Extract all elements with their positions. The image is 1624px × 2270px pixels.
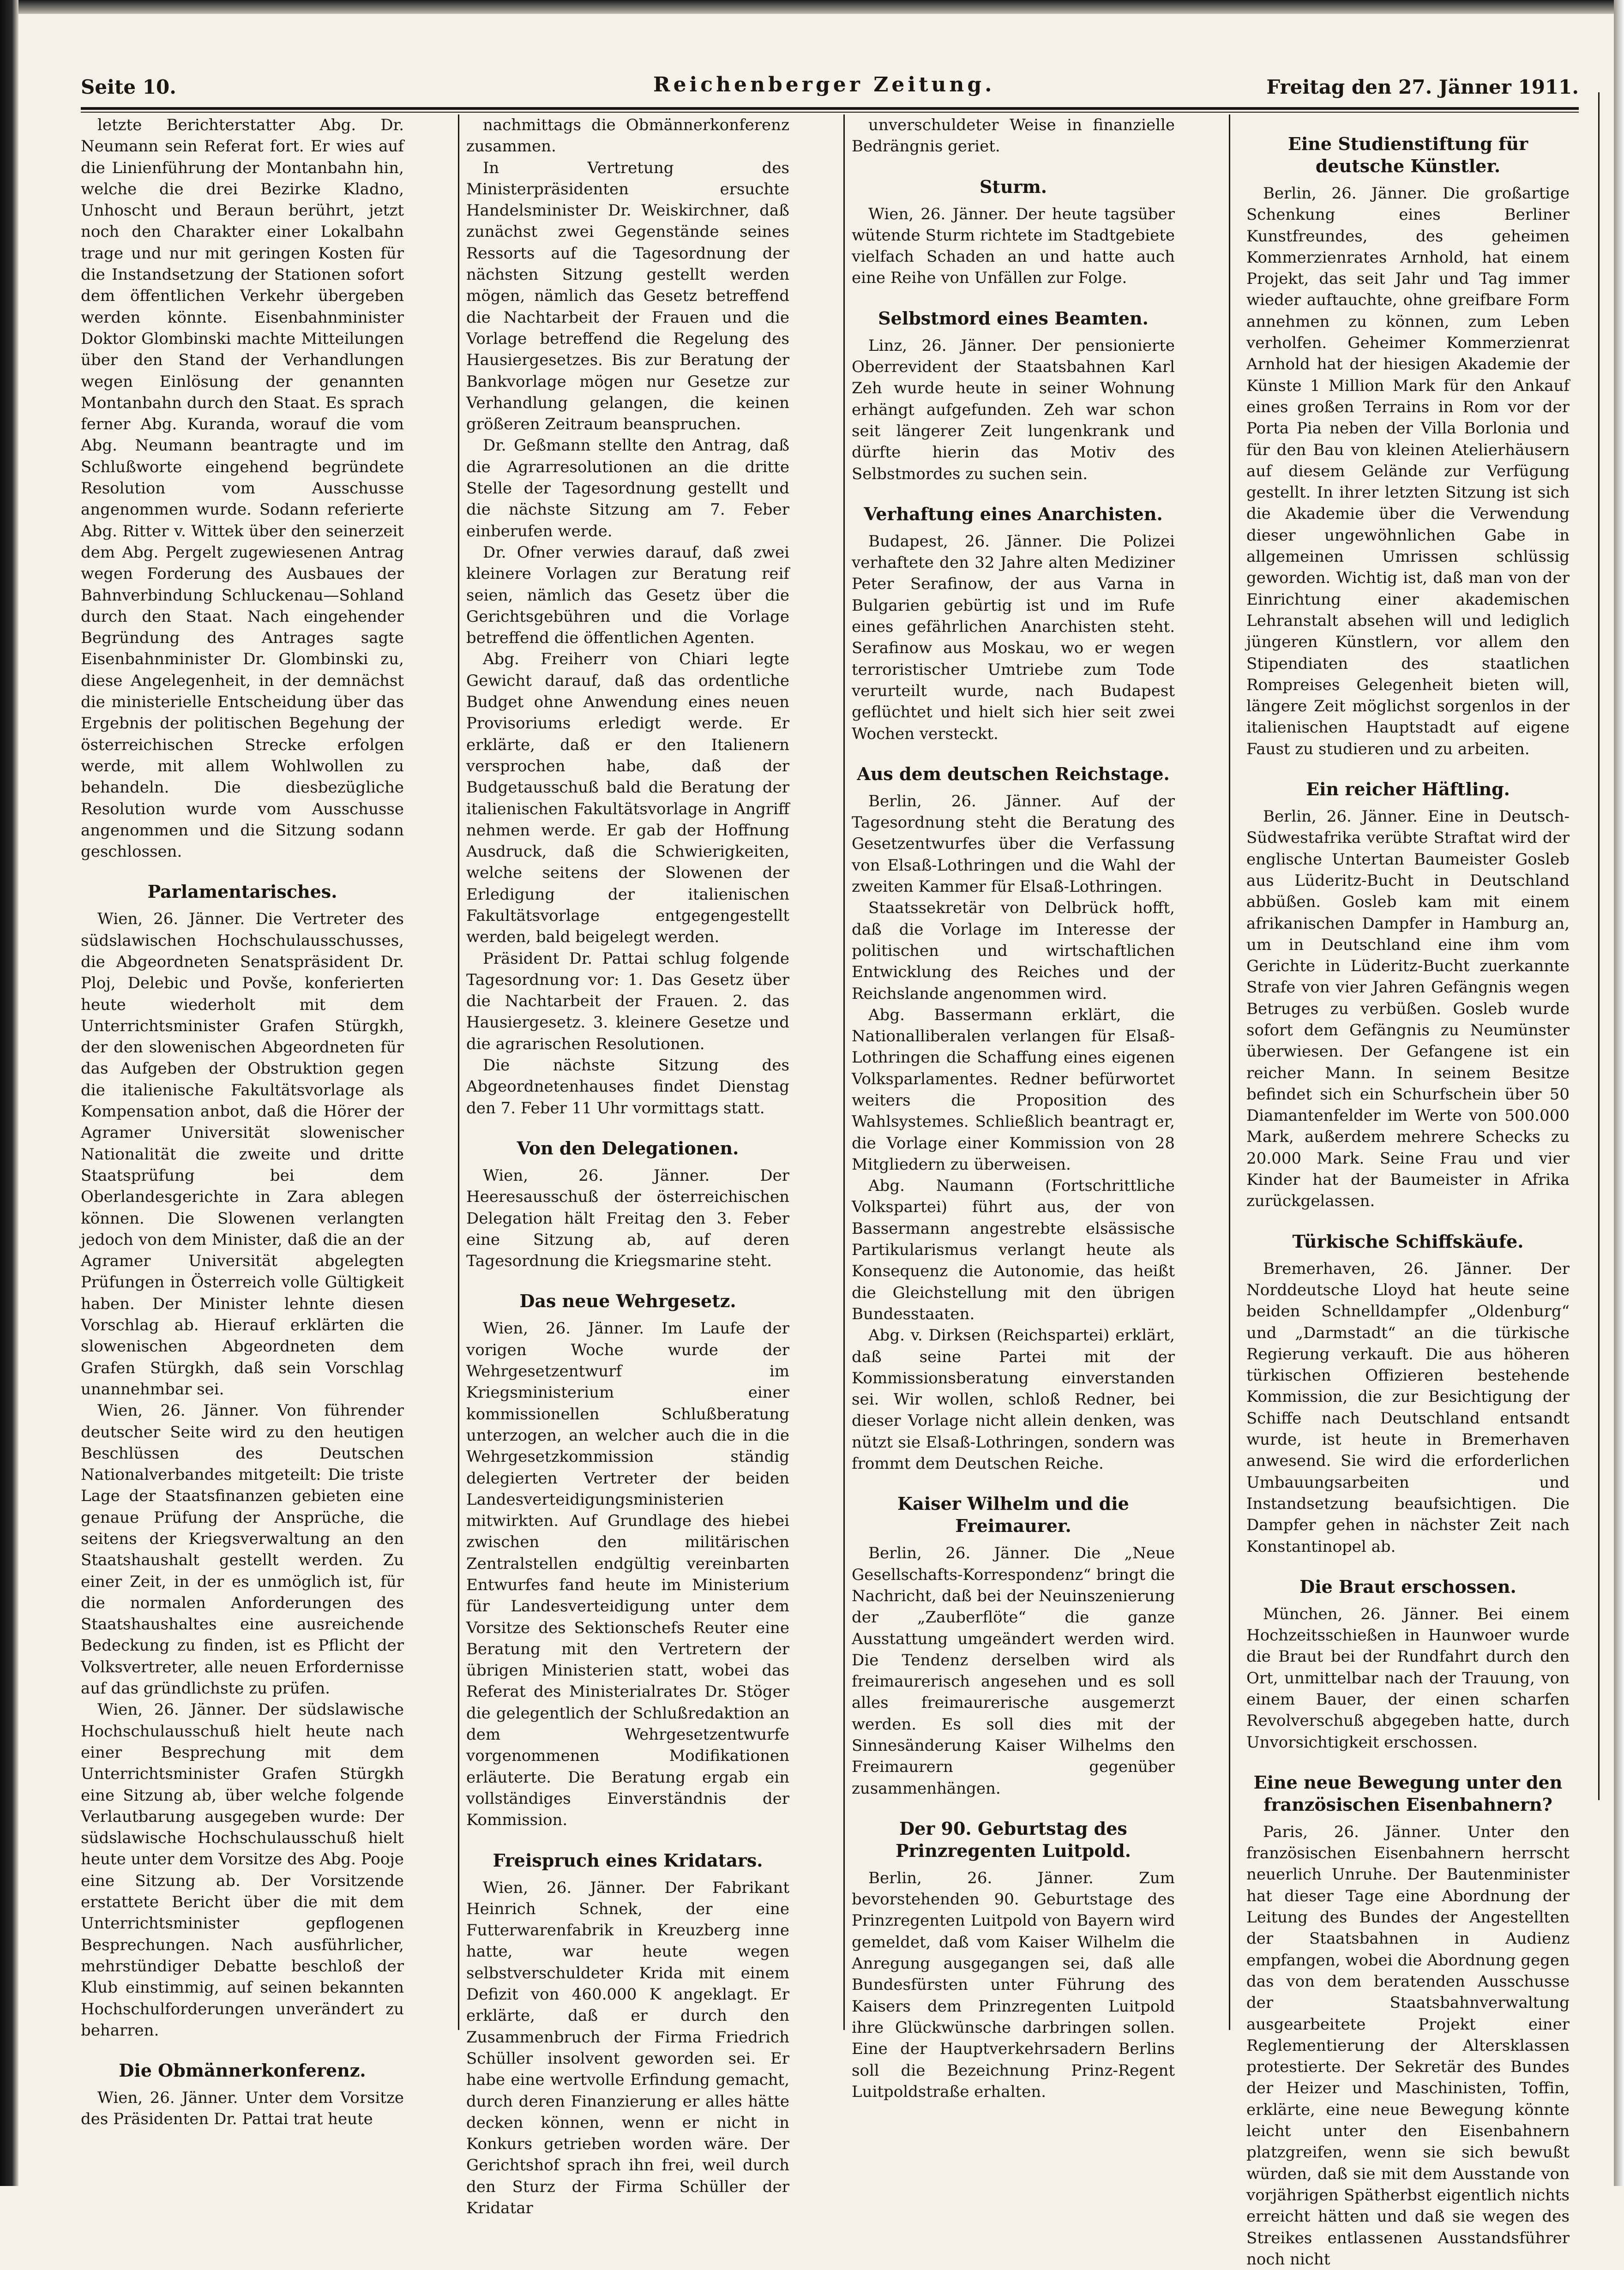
article-headline: Eine Studienstiftung für deutsche Künstler. bbox=[1287, 133, 1528, 176]
article-paragraph: Wien, 26. Jänner. Von führender deutscher Seite wird zu den heutigen Beschlüssen des Deutschen Nationalverbandes mitgeteilt: Die triste Lage der Staatsfinanzen gebieten eine genaue Prüfung der Ansprüche, die seitens der Kriegsverwaltung an den Staatshaushalt gestellt werden. Zu einer Zeit, in der es unmöglich ist, für die normalen Anforderungen des Staatshaushaltes eine ausreichende Bedeckung zu finden, ist es Pflicht der Volksvertreter, alle neuen Erfordernisse auf das gründlichste zu prüfen. bbox=[81, 1401, 404, 1698]
article-paragraph: Abg. v. Dirksen (Reichspartei) erklärt, daß seine Partei mit der Kommissionsberatung einverstanden sei. Wir wollen, schloß Redner, bei dieser Vorlage nicht allein denken, was nützt sie Elsaß-Lothringen, sondern was frommt dem Deutschen Reiche. bbox=[852, 1326, 1175, 1473]
article-headline: Freispruch eines Kridatars. bbox=[493, 1850, 763, 1871]
article-paragraph: Berlin, 26. Jänner. Auf der Tagesordnung steht die Beratung des Gesetzentwurfes über die Verfassung von Elsaß-Lothringen und die Wahl der zweiten Kammer für Elsaß-Lothringen. bbox=[852, 792, 1175, 896]
article-paragraph: Bremerhaven, 26. Jänner. Der Norddeutsche Lloyd hat heute seine beiden Schnelldampfer „Oldenburg“ und „Darmstadt“ an die türkische Regierung verkauft. Die aus höheren türkischen Offizieren bestehende Kommission, die zur Besichtigung der Schiffe nach Deutschland entsandt wurde, ist heute in Bremerhaven anwesend. Sie wird die erforderlichen Umbauungsarbeiten und Instandsetzung beaufsichtigen. Die Dampfer gehen in nächster Zeit nach Konstantinopel ab. bbox=[1246, 1259, 1570, 1556]
column-divider bbox=[843, 114, 845, 2030]
article-headline: Eine neue Bewegung unter den französischen Eisenbahnern? bbox=[1253, 1772, 1563, 1815]
article-paragraph: Wien, 26. Jänner. Der Fabrikant Heinrich Schnek, der eine Futterwarenfabrik in Kreuzberg inne hatte, war heute wegen selbstverschuldeter Krida mit einem Defizit von 460.000 K angeklagt. Er erklärte, daß er durch den Zusammenbruch der Firma Friedrich Schüller insolvent geworden sei. Er habe eine wertvolle Erfindung gemacht, durch deren Finanzierung er alles hätte decken können, wenn er nicht in Konkurs getrieben worden wäre. Der Gerichtshof sprach ihn frei, weil durch den Sturz der Firma Schüller der Kridatar bbox=[466, 1878, 789, 2218]
column-1 bbox=[81, 114, 404, 2129]
column-4 bbox=[1246, 114, 1570, 2269]
article-paragraph: nachmittags die Obmännerkonferenz zusammen. bbox=[466, 116, 789, 156]
article-paragraph: letzte Berichterstatter Abg. Dr. Neumann sein Referat fort. Er wies auf die Linienführung der Montanbahn hin, welche die drei Bezirke Kladno, Unhoscht und Beraun berührt, jetzt noch den Charakter einer Lokalbahn trage und nur mit geringen Kosten für die Instandsetzung der Stationen sofort dem öffentlichen Verkehr übergeben werden könnte. Eisenbahnminister Doktor Glombinski machte Mitteilungen über den Stand der Verhandlungen wegen Einlösung der genannten Montanbahn durch den Staat. Es sprach ferner Abg. Kuranda, worauf die vom Abg. Neumann beantragte und im Schlußworte eingehend begründete Resolution vom Ausschusse angenommen wurde. Sodann referierte Abg. Ritter v. Wittek über den seinerzeit dem Abg. Pergelt zugewiesenen Antrag wegen Forderung des Ausbaues der Bahnverbindung Schluckenau—Sohland durch den Staat. Nach eingehender Begründung des Antrages sagte Eisenbahnminister Dr. Glombinski zu, diese Angelegenheit, in der demnächst die ministerielle Entscheidung über das Ergebnis der politischen Begehung der österreichischen Strecke erfolgen werde, mit allem Wohlwollen zu behandeln. Die diesbezügliche Resolution wurde vom Ausschusse angenommen und die Sitzung sodann geschlossen. bbox=[81, 116, 404, 861]
article-paragraph: Wien, 26. Jänner. Die Vertreter des südslawischen Hochschulausschusses, die Abgeordneten Senatspräsident Dr. Ploj, Delebic und Povše, konferierten heute wiederholt mit dem Unterrichtsminister Grafen Stürgkh, der den slowenischen Abgeordneten für das Aufgeben der Obstruktion gegen die italienische Fakultätsvorlage als Kompensation anbot, daß die Hörer der Agramer Universität slowenischer Nationalität die zweite und dritte Staatsprüfung bei dem Oberlandesgerichte in Zara ablegen können. Die Slowenen verlangten jedoch von dem Minister, daß die an der Agramer Universität abgelegten Prüfungen in Österreich volle Gültigkeit haben. Der Minister lehnte diesen Vorschlag ab. Hierauf erklärten die slowenischen Abgeordneten dem Grafen Stürgkh, daß sein Vorschlag unannehmbar sei. bbox=[81, 910, 404, 1399]
article-headline: Von den Delegationen. bbox=[517, 1137, 739, 1159]
column-divider bbox=[1229, 114, 1230, 2030]
article-paragraph: Abg. Naumann (Fortschrittliche Volkspartei) führt aus, der von Bassermann angestrebte elsässische Partikularismus verlangt heute als Konsequenz die Autonomie, das heißt die Gleichstellung mit den übrigen Bundesstaaten. bbox=[852, 1177, 1175, 1323]
scan-border-left bbox=[0, 0, 18, 2186]
article-paragraph: unverschuldeter Weise in finanzielle Bedrängnis geriet. bbox=[852, 116, 1175, 156]
adjacent-page-edge bbox=[1598, 92, 1615, 1800]
article-headline: Sturm. bbox=[979, 176, 1047, 197]
article-headline: Kaiser Wilhelm und die Freimaurer. bbox=[897, 1493, 1129, 1537]
article-headline: Türkische Schiffskäufe. bbox=[1292, 1231, 1524, 1252]
issue-date: Freitag den 27. Jänner 1911. bbox=[1266, 76, 1579, 98]
column-3 bbox=[852, 114, 1175, 2101]
article-headline: Der 90. Geburtstag des Prinzregenten Luitpold. bbox=[896, 1818, 1131, 1861]
article-headline: Verhaftung eines Anarchisten. bbox=[864, 503, 1163, 524]
scan-border-right bbox=[1614, 0, 1624, 2186]
scan-border-top bbox=[0, 0, 1624, 14]
masthead-rule bbox=[81, 107, 1579, 110]
article-paragraph: Berlin, 26. Jänner. Zum bevorstehenden 90. Geburtstage des Prinzregenten Luitpold von Bayern wird gemeldet, daß vom Kaiser Wilhelm die Anregung ausgegangen sei, daß alle Bundesfürsten unter Führung des Kaisers dem Prinzregenten Luitpold ihre Glückwünsche darbringen sollen. Eine der Hauptverkehrsadern Berlins soll die Bezeichnung Prinz-Regent Luitpoldstraße erhalten. bbox=[852, 1868, 1175, 2101]
article-headline: Aus dem deutschen Reichstage. bbox=[857, 763, 1170, 784]
column-divider bbox=[458, 114, 459, 2030]
article-paragraph: Linz, 26. Jänner. Der pensionierte Oberrevident der Staatsbahnen Karl Zeh wurde heute in seiner Wohnung erhängt aufgefunden. Zeh war schon seit längerer Zeit lungenkrank und dürfte hierin das Motiv des Selbstmordes zu suchen sein. bbox=[852, 336, 1175, 483]
page-number: Seite 10. bbox=[81, 76, 176, 98]
article-paragraph: In Vertretung des Ministerpräsidenten ersuchte Handelsminister Dr. Weiskirchner, daß zunächst zwei Gegenstände seines Ressorts auf die Tagesordnung der nächsten Sitzung gestellt werden mögen, nämlich das Gesetz betreffend die Nachtarbeit der Frauen und die Vorlage betreffend die Regelung des Hausiergesetzes. Bis zur Beratung der Bankvorlage mögen nur Gesetze zur Verhandlung gelangen, die keinen größeren Zeitraum beanspruchen. bbox=[466, 158, 789, 434]
article-paragraph: Staatssekretär von Delbrück hofft, daß die Vorlage im Interesse der politischen und wirtschaftlichen Entwicklung des Reiches und der Reichslande angenommen wird. bbox=[852, 899, 1175, 1003]
article-paragraph: Dr. Ofner verwies darauf, daß zwei kleinere Vorlagen zur Beratung reif seien, nämlich das Gesetz über die Gerichtsgebühren und die Vorlage betreffend die öffentlichen Agenten. bbox=[466, 543, 789, 648]
article-headline: Parlamentarisches. bbox=[147, 881, 337, 902]
article-headline: Selbstmord eines Beamten. bbox=[878, 307, 1149, 329]
article-paragraph: Berlin, 26. Jänner. Die „Neue Gesellschafts-Korrespondenz“ bringt die Nachricht, daß bei der Neuinszenierung der „Zauberflöte“ die ganze Ausstattung umgeändert werden wird. Die Tendenz derselben wird als freimaurerisch angesehen und es soll alles freimaurerische ausgemerzt werden. Es soll dies mit der Sinnesänderung Kaiser Wilhelms den Freimaurern gegenüber zusammenhängen. bbox=[852, 1544, 1175, 1798]
article-headline: Ein reicher Häftling. bbox=[1306, 779, 1510, 800]
article-paragraph: Wien, 26. Jänner. Der südslawische Hochschulausschuß hielt heute nach einer Besprechung mit dem Unterrichtsminister Grafen Stürgkh eine Sitzung ab, über welche folgende Verlautbarung ausgegeben wurde: Der südslawische Hochschulausschuß hielt heute unter dem Vorsitze des Abg. Pooje eine Sitzung ab. Der Vorsitzende erstattete Bericht über die mit dem Unterrichtsminister gepflogenen Besprechungen. Nach ausführlicher, mehrstündiger Debatte beschloß der Klub einstimmig, auf seinen bekannten Hochschulforderungen unverändert zu beharren. bbox=[81, 1700, 404, 2040]
masthead bbox=[81, 73, 1579, 105]
newspaper-title: Reichenberger Zeitung. bbox=[653, 73, 995, 96]
article-paragraph: Berlin, 26. Jänner. Die großartige Schenkung eines Berliner Kunstfreundes, des geheimen Kommerzienrates Arnhold, hat einem Projekt, das seit Jahr und Tag immer wieder auftauchte, ohne greifbare Form annehmen zu können, zum Leben verholfen. Geheimer Kommerzienrat Arnhold hat der hiesigen Akademie der Künste 1 Million Mark für den Ankauf eines großen Terrains in Rom vor der Porta Pia neben der Villa Borlonia und für den Bau von kleinen Atelierhäusern auf diesem Gelände zur Verfügung gestellt. In ihrer letzten Sitzung ist sich die Akademie über die Verwendung dieser ungewöhnlichen Gabe in allgemeinen Umrissen schlüssig geworden. Wichtig ist, daß man von der Einrichtung einer akademischen Lehranstalt absehen will und lediglich jüngeren Künstlern, vor allem den Stipendiaten des staatlichen Rompreises Gelegenheit bieten will, längere Zeit möglichst sorgenlos in der italienischen Hauptstadt auf eigene Faust zu studieren und zu arbeiten. bbox=[1246, 184, 1570, 758]
article-headline: Die Braut erschossen. bbox=[1299, 1576, 1516, 1597]
article-headline: Die Obmännerkonferenz. bbox=[119, 2060, 366, 2081]
article-paragraph: Abg. Bassermann erklärt, die Nationalliberalen verlangen für Elsaß-Lothringen die Schaffung eines eigenen Volksparlamentes. Redner befürwortet weiters die Proposition des Wahlsystemes. Schließlich beantragt er, die Vorlage einer Kommission von 28 Mitgliedern zu überweisen. bbox=[852, 1005, 1175, 1174]
article-paragraph: Präsident Dr. Pattai schlug folgende Tagesordnung vor: 1. Das Gesetz über die Nachtarbeit der Frauen. 2. das Hausiergesetz. 3. kleinere Gesetze und die agrarischen Resolutionen. bbox=[466, 949, 789, 1053]
article-paragraph: Wien, 26. Jänner. Unter dem Vorsitze des Präsidenten Dr. Pattai trat heute bbox=[81, 2089, 404, 2129]
article-paragraph: Berlin, 26. Jänner. Eine in Deutsch-Südwestafrika verübte Straftat wird der englische Untertan Baumeister Gosleb aus Lüderitz-Bucht in Deutschland abbüßen. Gosleb kam mit einem afrikanischen Dampfer in Hamburg an, um in Deutschland eine ihm vom Gerichte in Lüderitz-Bucht zuerkannte Strafe von vier Jahren Gefängnis wegen Betruges zu verbüßen. Gosleb wurde sofort dem Gefängnis zu Neumünster überwiesen. Der Gefangene ist ein reicher Mann. In seinem Besitze befindet sich ein Schurfschein über 50 Diamantenfelder im Werte von 500.000 Mark, außerdem mehrere Schecks zu 20.000 Mark. Seine Frau und vier Kinder hat der Baumeister in Afrika zurückgelassen. bbox=[1246, 807, 1570, 1211]
article-paragraph: Wien, 26. Jänner. Der heute tagsüber wütende Sturm richtete im Stadtgebiete vielfach Schaden an und hatte auch eine Reihe von Unfällen zur Folge. bbox=[852, 204, 1175, 288]
article-paragraph: Wien, 26. Jänner. Der Heeresausschuß der österreichischen Delegation hält Freitag den 3. Feber eine Sitzung ab, auf deren Tagesordnung die Kriegsmarine steht. bbox=[466, 1166, 789, 1271]
article-paragraph: Wien, 26. Jänner. Im Laufe der vorigen Woche wurde der Wehrgesetzentwurf im Kriegsministerium einer kommissionellen Schlußberatung unterzogen, an welcher auch die in die Wehrgesetzkommission ständig delegierten Vertreter der beiden Landesverteidigungsministerien mitwirkten. Auf Grundlage des hiebei zwischen den militärischen Zentralstellen endgültig vereinbarten Entwurfes fand heute im Ministerium für Landesverteidigung unter dem Vorsitze des Sektionschefs Reuter eine Beratung mit den Vertretern der übrigen Ministerien statt, wobei das Referat des Ministerialrates Dr. Stöger die gelegentlich der Schlußredaktion an dem Wehrgesetzentwurfe vorgenommenen Modifikationen erläuterte. Die Beratung ergab ein vollständiges Einverständnis der Kommission. bbox=[466, 1319, 789, 1830]
article-paragraph: Dr. Geßmann stellte den Antrag, daß die Agrarresolutionen an die dritte Stelle der Tagesordnung gestellt und die nächste Sitzung am 7. Feber einberufen werde. bbox=[466, 436, 789, 540]
article-paragraph: Paris, 26. Jänner. Unter den französischen Eisenbahnern herrscht neuerlich Unruhe. Der Bautenminister hat dieser Tage eine Abordnung der Leitung des Bundes der Angestellten der Staatsbahnen in Audienz empfangen, wobei die Abordnung gegen das von dem beratenden Ausschusse der Staatsbahnverwaltung ausgearbeitete Projekt einer Reglementierung der Altersklassen protestierte. Der Sekretär des Bundes der Heizer und Maschinisten, Toffin, erklärte, eine neue Bewegung könnte leicht unter den Eisenbahnern platzgreifen, wenn sie sich bewußt würden, daß sie mit dem Ausstande von vorjährigen Spätherbst eigentlich nichts erreicht hätten und daß sie wegen des Streikes entlassenen Ausstandsführer noch nicht bbox=[1246, 1822, 1570, 2269]
article-paragraph: München, 26. Jänner. Bei einem Hochzeitsschießen in Haunwoer wurde die Braut bei der Rundfahrt durch den Ort, unmittelbar nach der Trauung, von einem Bauer, der einen scharfen Revolverschuß abgegeben hatte, durch Unvorsichtigkeit erschossen. bbox=[1246, 1604, 1570, 1752]
article-paragraph: Abg. Freiherr von Chiari legte Gewicht darauf, daß das ordentliche Budget ohne Anwendung eines neuen Provisoriums erledigt werde. Er erklärte, daß er den Italienern versprochen habe, daß der Budgetausschuß bald die Beratung der italienischen Fakultätsvorlage in Angriff nehmen werde. Er gab der Hoffnung Ausdruck, daß die Schwierigkeiten, welche seitens der Slowenen der Erledigung der italienischen Fakultätsvorlage entgegengestellt werden, bald beigelegt werden. bbox=[466, 650, 789, 947]
masthead-rule-thin bbox=[81, 112, 1579, 113]
column-2 bbox=[466, 114, 789, 2218]
article-headline: Das neue Wehrgesetz. bbox=[519, 1291, 736, 1312]
article-paragraph: Die nächste Sitzung des Abgeordnetenhauses findet Dienstag den 7. Feber 11 Uhr vormittags statt. bbox=[466, 1056, 789, 1117]
article-paragraph: Budapest, 26. Jänner. Die Polizei verhaftete den 32 Jahre alten Mediziner Peter Serafinow, der aus Varna in Bulgarien gebürtig ist und im Rufe eines gefährlichen Anarchisten steht. Serafinow aus Moskau, wo er wegen terroristischer Umtriebe zum Tode verurteilt wurde, nach Budapest geflüchtet und hielt sich hier seit zwei Wochen versteckt. bbox=[852, 532, 1175, 743]
